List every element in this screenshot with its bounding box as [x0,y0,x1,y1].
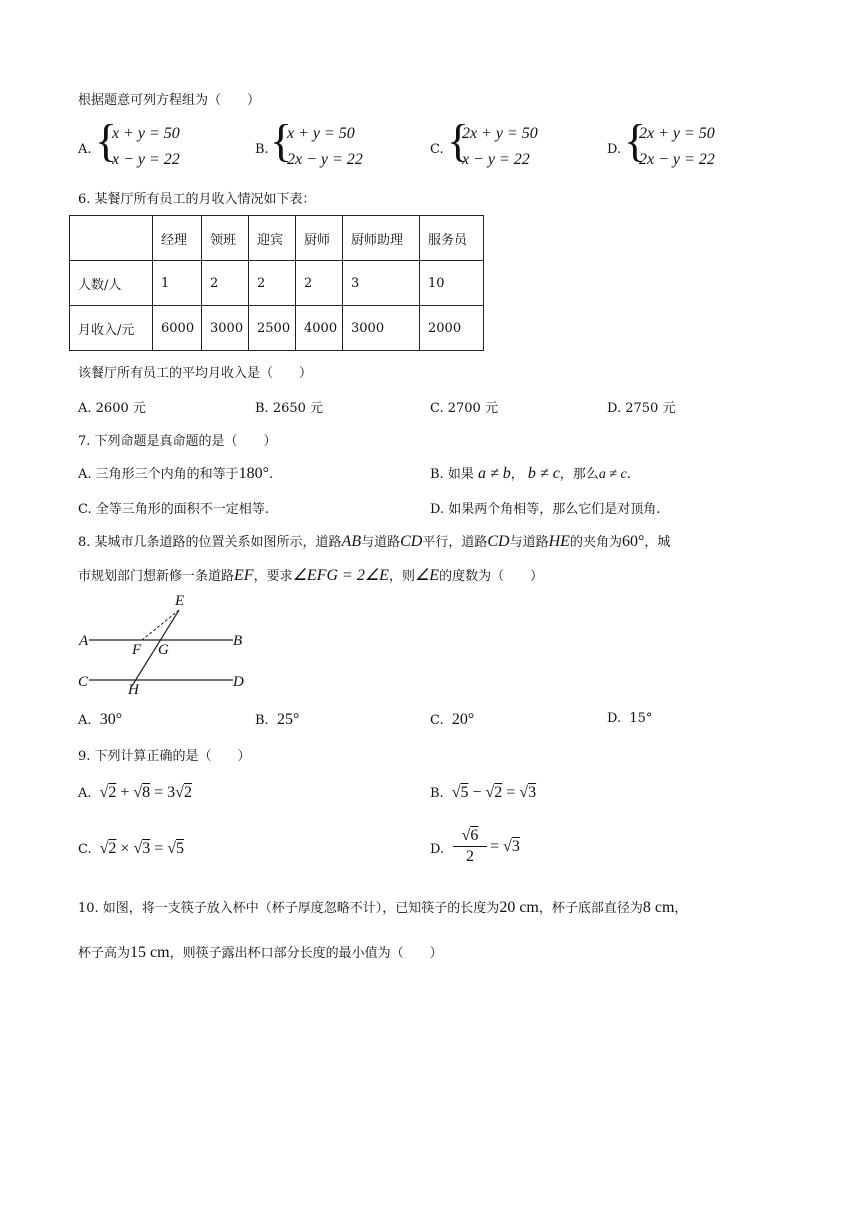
q6-option-b: B. 2650 元 [255,401,324,416]
q9-c-label: C. [78,842,92,857]
q9-a-r3: 2 [183,784,192,801]
q9-a-r2: 8 [142,784,151,801]
q9-b-label: B. [430,786,444,801]
q5-b-eq2: 2x − y = 22 [287,151,363,168]
income-table [69,215,484,351]
q5-stem: 根据题意可列方程组为（ ） [78,93,261,108]
q5-a-eq2: x − y = 22 [112,151,180,168]
table-cell: 4000 [296,306,343,351]
q5-c-eq2: x − y = 22 [462,151,530,168]
q7-a-math: 180° [238,465,270,482]
q9-option-c: C. √2 × √3 = √5 [78,840,185,857]
q10-diameter: 8 cm [642,899,675,916]
q6-stem: 6. 某餐厅所有员工的月收入情况如下表： [78,192,316,207]
q7-b-text2: ， [510,467,524,482]
q8-line2 [78,565,543,585]
q8-text: ，城 [644,535,671,550]
brace-icon: { [95,115,118,166]
table-cell: 2 [202,261,249,306]
q9-c-r1: 2 [108,840,117,857]
label-g: G [158,642,169,658]
q9-stem: 9. 下列计算正确的是（ ） [78,749,251,764]
q7-option-d: D. 如果两个角相等，那么它们是对顶角. [430,502,661,517]
table-row [70,261,484,306]
table-cell: 10 [420,261,484,306]
q7-option-b: B. 如果 a ≠ b， b ≠ c，那么a ≠ c. [430,465,631,482]
q5-a-eq1: x + y = 50 [112,125,180,142]
q8-a-value: 30° [99,711,123,728]
q7-b-text1: B. 如果 [430,467,474,482]
q8-cd: CD [487,533,510,550]
q9-b-r2: 2 [494,784,503,801]
table-cell: 2 [249,261,296,306]
table-cell: 3000 [202,306,249,351]
q9-a-op: + [116,784,134,801]
q8-cd: CD [400,533,423,550]
q10-text: ，杯子底部直径为 [538,901,643,916]
q6-option-a: A. 2600 元 [78,401,146,416]
q10-height: 15 cm [130,944,170,961]
table-header-cell: 厨师 [296,216,343,261]
q9-a-label: A. [78,786,92,801]
table-header-cell: 迎宾 [249,216,296,261]
q8-ef: EF [234,567,254,584]
label-d: D [233,674,244,690]
table-header-cell [70,216,153,261]
q8-option-a [78,711,122,729]
table-header-cell: 厨师助理 [343,216,420,261]
q9-b-r3: 3 [528,784,537,801]
q7-b-text3: ，那么 [559,467,599,482]
table-row [70,306,484,351]
q7-b-math3: a ≠ c [598,467,627,482]
q6-option-c: C. 2700 元 [430,401,498,416]
q8-he: HE [548,533,570,550]
q8-text: 市规划部门想新修一条道路 [78,569,235,584]
label-f: F [132,642,142,658]
table-header-cell: 领班 [202,216,249,261]
q10-text: ，则筷子露出杯口部分长度的最小值为（ ） [169,946,443,961]
table-cell: 月收入/元 [70,306,153,351]
q8-c-value: 20° [451,711,475,728]
q7-stem: 7. 下列命题是真命题的是（ ） [78,434,277,449]
q8-angle-e: ∠E [414,567,440,584]
q9-c-r2: 3 [142,840,151,857]
q8-option-b [255,711,299,729]
brace-icon: { [270,115,293,166]
q8-text: 8. 某城市几条道路的位置关系如图所示，道路 [78,535,342,550]
q9-d-num: 6 [470,827,479,844]
table-cell: 3 [343,261,420,306]
brace-icon: { [447,115,470,166]
q5-c-label: C. [430,142,444,157]
q7-a-text: A. 三角形三个内角的和等于 [78,467,239,482]
q8-b-label: B. [255,713,269,728]
q9-c-op: × [116,840,134,857]
q8-text: 的夹角为 [569,535,622,550]
table-header-row [70,216,484,261]
q8-option-d [607,711,652,726]
q9-d-den: 2 [466,848,474,865]
q5-c-eq1: 2x + y = 50 [462,125,538,142]
q6-question: 该餐厅所有员工的平均月收入是（ ） [78,366,313,381]
q6-option-d: D. 2750 元 [607,401,676,416]
q10-text: ， [674,901,688,916]
q8-text: ，则 [388,569,415,584]
q10-text: 杯子高为 [78,946,131,961]
q8-condition: ∠EFG = 2∠E [292,567,389,584]
table-cell: 6000 [153,306,202,351]
q8-text: ，要求 [253,569,293,584]
q8-text: 的度数为（ ） [439,569,544,584]
road-figure [75,590,255,700]
q8-a-label: A. [78,713,92,728]
q8-text: 平行，道路 [422,535,488,550]
q5-d-label: D. [607,142,622,157]
label-e: E [175,593,185,609]
q9-d-r3: 3 [511,838,520,855]
q8-line1 [78,531,670,551]
q10-text: 10. 如图，将一支筷子放入杯中（杯子厚度忽略不计），已知筷子的长度为 [78,901,500,916]
q9-b-eq: = [502,784,520,801]
q8-b-value: 25° [276,711,300,728]
q7-b-math2: b ≠ c [527,465,560,482]
q8-text: 与道路 [361,535,401,550]
label-b: B [233,633,243,649]
q8-d-value: 15° [629,711,653,726]
q9-c-r3: 5 [176,840,185,857]
label-a: A [79,633,89,649]
q5-a-label: A. [78,142,92,157]
table-header-cell: 服务员 [420,216,484,261]
q7-b-math1: a ≠ b [477,465,511,482]
q8-text: 与道路 [509,535,549,550]
q10-line1 [78,897,687,917]
road-ef-line [142,610,179,640]
q9-d-fraction: √6 2 [453,826,487,867]
table-cell: 2500 [249,306,296,351]
q5-b-eq1: x + y = 50 [287,125,355,142]
table-cell: 2000 [420,306,484,351]
q9-a-r1: 2 [108,784,117,801]
table-cell: 1 [153,261,202,306]
table-cell: 2 [296,261,343,306]
q7-option-c: C. 全等三角形的面积不一定相等. [78,502,269,517]
q5-d-eq2: 2x − y = 22 [639,151,715,168]
q10-length: 20 cm [499,899,539,916]
q8-c-label: C. [430,713,444,728]
label-c: C [78,674,89,690]
table-header-cell: 经理 [153,216,202,261]
q9-b-op: − [468,784,486,801]
q9-c-eq: = [150,840,168,857]
q9-d-rhs: = √3 [490,838,520,855]
q8-d-label: D. [607,711,622,726]
q9-option-a: A. √2 + √8 = 3√2 [78,784,192,801]
label-h: H [128,682,139,698]
table-cell: 人数/人 [70,261,153,306]
q9-option-b: B. √5 − √2 = √3 [430,784,537,801]
q9-d-label: D. [430,842,445,857]
q9-a-eq: = 3 [150,784,176,801]
brace-icon: { [624,115,647,166]
q5-d-eq1: 2x + y = 50 [639,125,715,142]
q8-ab: AB [341,533,362,550]
q9-d-eq: = [490,838,504,855]
q10-line2 [78,942,443,962]
q9-b-r1: 5 [460,784,469,801]
table-cell: 3000 [343,306,420,351]
q5-b-label: B. [255,142,269,157]
q7-option-a: A. 三角形三个内角的和等于180°. [78,465,274,482]
q8-deg: 60° [621,533,645,550]
q8-option-c [430,711,474,729]
